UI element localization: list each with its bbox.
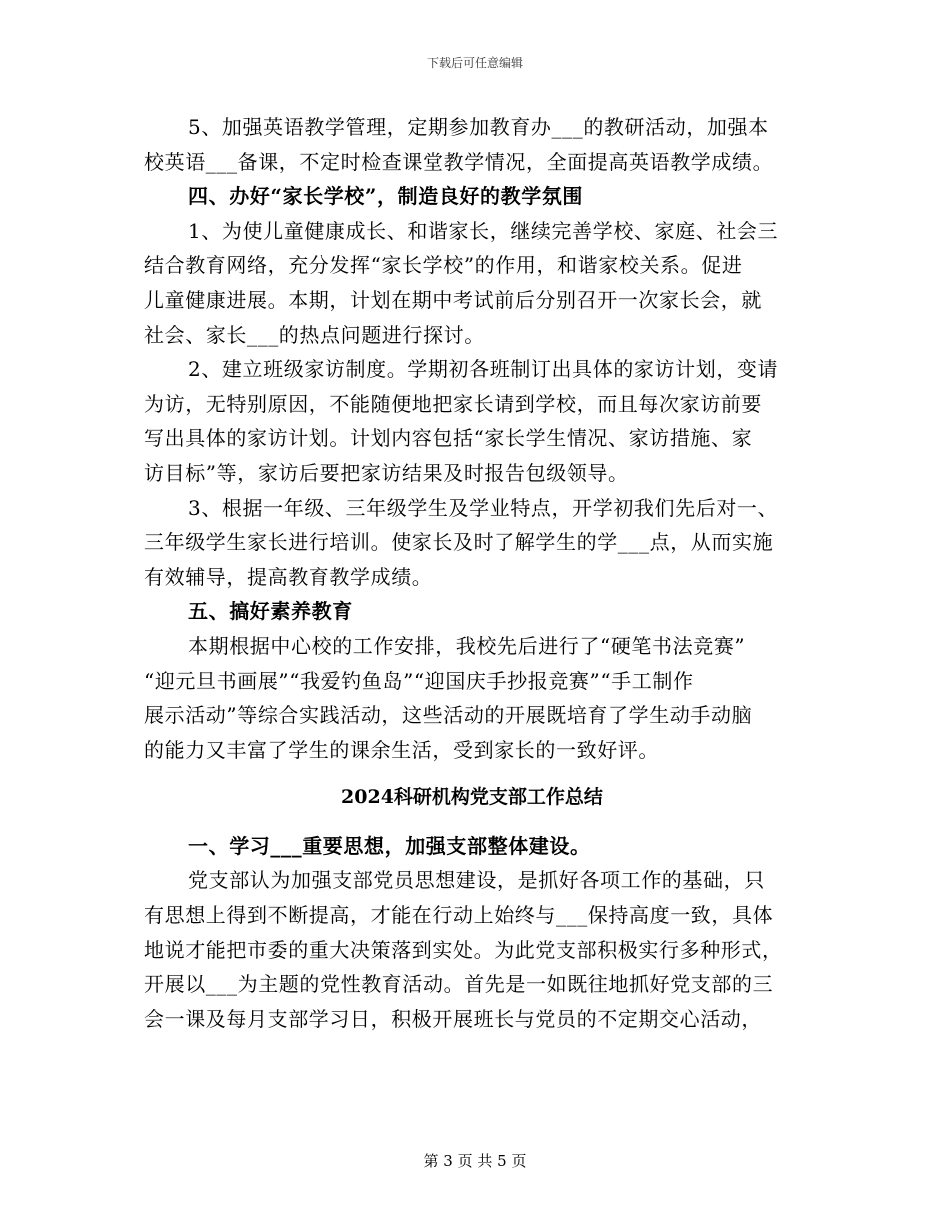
paragraph-line: 为访，无特别原因，不能随便地把家长请到学校，而且每次家访前要 — [144, 391, 762, 416]
paragraph-line: 展示活动”等综合实践活动，这些活动的开展既培育了学生动手动脑 — [144, 703, 753, 728]
paragraph-line: 写出具体的家访计划。计划内容包括“家长学生情况、家访措施、家 — [144, 426, 753, 451]
paragraph-line: 有效辅导，提高教育教学成绩。 — [144, 564, 433, 589]
document-title: 2024科研机构党支部工作总结 — [341, 786, 603, 809]
section-heading: 一、学习___重要思想，加强支部整体建设。 — [188, 833, 591, 858]
paragraph-line: “迎元旦书画展”“我爱钓鱼岛”“迎国庆手抄报竞赛”“手工制作 — [144, 668, 694, 693]
paragraph-line: 的能力又丰富了学生的课余生活，受到家长的一致好评。 — [144, 737, 659, 762]
paragraph-line: 会一课及每月支部学习日，积极开展班长与党员的不定期交心活动， — [144, 1006, 762, 1031]
paragraph-line: 本期根据中心校的工作安排，我校先后进行了“硬笔书法竞赛” — [188, 633, 746, 658]
page-footer: 第 3 页 共 5 页 — [423, 1152, 527, 1170]
paragraph-line: 开展以___为主题的党性教育活动。首先是一如既往地抓好党支部的三 — [144, 972, 774, 997]
paragraph-line: 3、根据一年级、三年级学生及学业特点，开学初我们先后对一、 — [188, 495, 779, 520]
page-header: 下载后可任意编辑 — [426, 56, 523, 70]
paragraph-line: 有思想上得到不断提高，才能在行动上始终与___保持高度一致，具体 — [144, 903, 774, 928]
paragraph-line: 5、加强英语教学管理，定期参加教育办___的教研活动，加强本 — [188, 115, 769, 139]
paragraph-line: 校英语___备课，不定时检查课堂教学情况，全面提高英语教学成绩。 — [144, 149, 774, 174]
paragraph-line: 2、建立班级家访制度。学期初各班制订出具体的家访计划，变请 — [188, 357, 779, 382]
paragraph-line: 1、为使儿童健康成长、和谐家长，继续完善学校、家庭、社会三 — [188, 218, 779, 243]
document-body — [144, 110, 814, 1036]
paragraph-line: 结合教育网络，充分发挥“家长学校”的作用，和谐家校关系。促进 — [144, 253, 743, 278]
paragraph-line: 社会、家长___的热点问题进行探讨。 — [144, 322, 485, 347]
paragraph-line: 地说才能把市委的重大决策落到实处。为此党支部积极实行多种形式， — [144, 937, 783, 962]
section-heading: 四、办好“家长学校”，制造良好的教学氛围 — [188, 184, 584, 209]
section-heading: 五、搞好素养教育 — [188, 599, 353, 624]
paragraph-line: 儿童健康进展。本期，计划在期中考试前后分别召开一次家长会，就 — [144, 287, 762, 312]
paragraph-line: 访目标”等，家访后要把家访结果及时报告包级领导。 — [144, 460, 629, 485]
paragraph-line: 三年级学生家长进行培训。使家长及时了解学生的学___点，从而实施 — [144, 530, 774, 555]
paragraph-line: 党支部认为加强支部党员思想建设，是抓好各项工作的基础，只 — [188, 868, 765, 893]
